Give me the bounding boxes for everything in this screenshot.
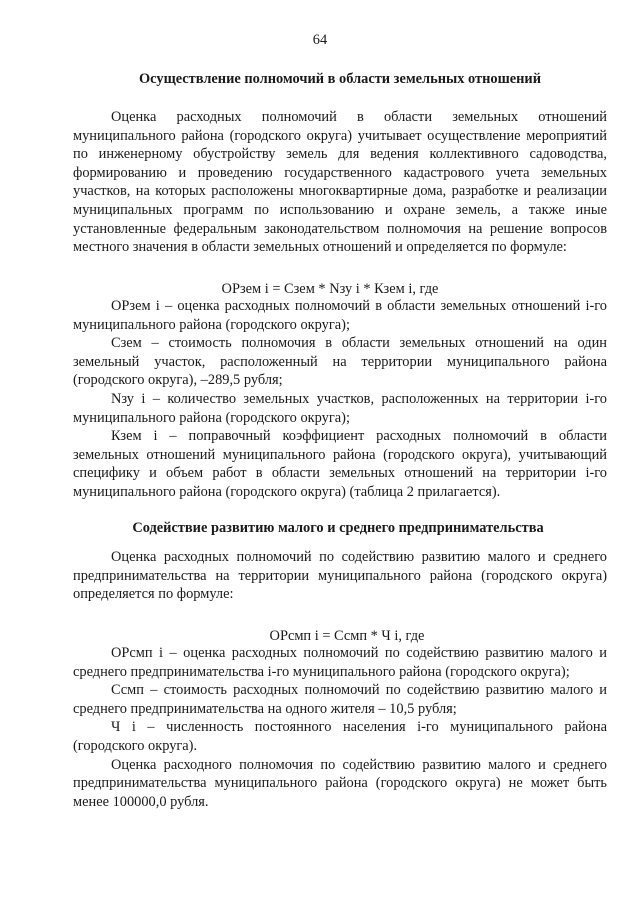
section1-intro-paragraph: Оценка расходных полномочий в области земельных отношений муниципального района (городского округа) учитывает осуществление мероприятий по инженерному обустройству земель для ведения коллективного садоводства, формированию и проведению государственного кадастрового учета земельных участков, на которых расположены многоквартирные дома, разработке и реализации муниципальных программ по использованию и охране земель, а также иные установленные федеральным законодательством полномочия на решение вопросов местного значения в области земельных отношений и определяется по формуле: (73, 109, 607, 256)
section2-formula: ОРсмп i = Ссмп * Ч i, где (269, 628, 425, 644)
definition-paragraph: Сзем – стоимость полномочия в области земельных отношений на один земельный участок, расположенный на территории муниципального района (городского округа), –289,5 рубля; (73, 335, 607, 389)
definition-paragraph: ОРсмп i – оценка расходных полномочий по содействию развитию малого и среднего предпринимательства i-го муниципального района (городского округа); (73, 645, 607, 680)
definition-paragraph: ОРзем i – оценка расходных полномочий в области земельных отношений i-го муниципального района (городского округа); (73, 298, 607, 333)
section2-formula-block (80, 627, 614, 646)
closing-paragraph: Оценка расходного полномочия по содействию развитию малого и среднего предпринимательства муниципального района (городского округа) не может быть менее 100000,0 рубля. (73, 756, 607, 810)
section1-formula-block (63, 280, 597, 299)
section-heading-small-business: Содействие развитию малого и среднего предпринимательства (132, 520, 544, 536)
page-number: 64 (312, 32, 328, 48)
section1-intro-block (73, 108, 607, 257)
definition-paragraph: Ссмп – стоимость расходных полномочий по содействию развитию малого и среднего предпринимательства на одного жителя – 10,5 рубля; (73, 682, 607, 717)
section1-definitions (73, 297, 607, 502)
section2-definitions (73, 644, 607, 811)
definition-paragraph: Кзем i – поправочный коэффициент расходных полномочий в области земельных отношений муниципального района (городского округа), учитывающий специфику и объем работ в области земельных отношений на территории i-го муниципального района (городского округа) (таблица 2 прилагается). (73, 428, 607, 500)
section2-intro-block (73, 548, 607, 604)
section-heading-land-relations: Осуществление полномочий в области земельных отношений (138, 71, 542, 87)
section1-formula: ОРзем i = Сзем * Nзу i * Кзем i, где (221, 281, 439, 297)
definition-paragraph: Nзу i – количество земельных участков, расположенных на территории i-го муниципального района (городского округа); (73, 390, 607, 426)
section2-intro-paragraph: Оценка расходных полномочий по содействию развитию малого и среднего предпринимательства на территории муниципального района (городского округа) определяется по формуле: (73, 549, 607, 603)
definition-paragraph: Ч i – численность постоянного населения i-го муниципального района (городского округа). (73, 719, 607, 754)
